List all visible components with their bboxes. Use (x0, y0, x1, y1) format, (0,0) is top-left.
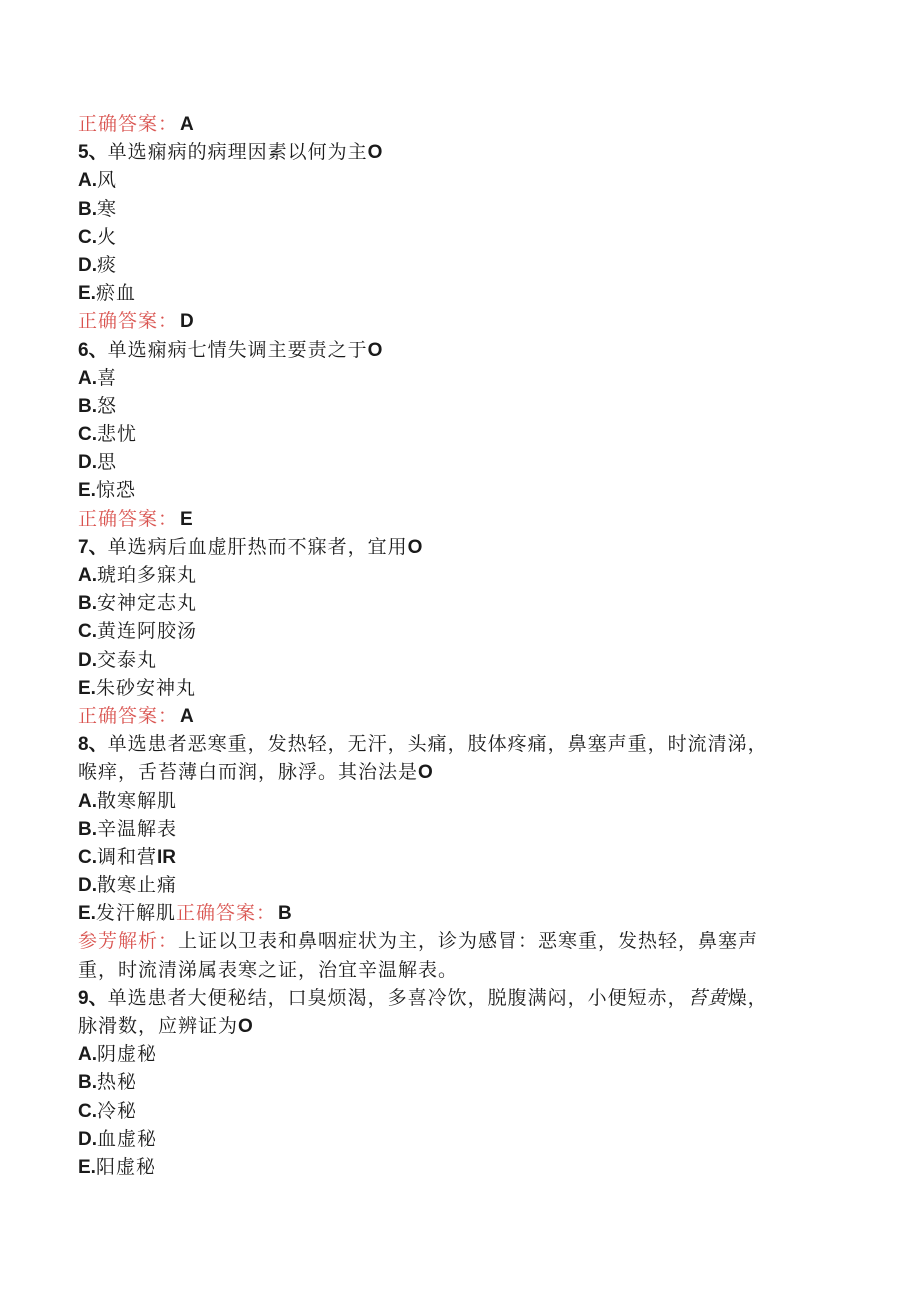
option-letter: C. (78, 1100, 97, 1122)
answer-line-q4 (78, 110, 848, 138)
option-e (78, 279, 848, 307)
answer-value: A (180, 705, 195, 727)
option-letter: D. (78, 452, 97, 474)
question-number: 8、 (78, 734, 108, 756)
analysis-label: 参芳解析： (78, 930, 179, 953)
answer-label: 正确答案： (78, 507, 179, 530)
option-d (78, 646, 848, 674)
answer-value: D (180, 311, 195, 333)
option-text: 喜 (97, 366, 118, 389)
option-a (78, 364, 848, 392)
option-d (78, 871, 848, 899)
option-e (78, 1153, 848, 1181)
option-text: 冷秘 (97, 1099, 138, 1122)
option-e (78, 674, 848, 702)
option-letter: B. (78, 1072, 97, 1094)
option-c (78, 617, 848, 645)
option-text: 交泰丸 (97, 648, 158, 671)
option-b (78, 195, 848, 223)
option-text: 瘀血 (95, 282, 136, 305)
option-letter: D. (78, 1128, 97, 1150)
option-letter: A. (78, 565, 97, 586)
option-b (78, 1068, 848, 1096)
question-text-italic: 苔黄 (687, 986, 728, 1009)
option-text: 悲忧 (97, 423, 138, 446)
question-7-stem (78, 533, 848, 561)
option-letter: C. (78, 424, 97, 446)
answer-label: 正确答案： (78, 310, 179, 333)
option-letter: C. (78, 846, 97, 868)
option-c (78, 223, 848, 251)
option-letter: D. (78, 875, 97, 897)
question-text: 燥， (727, 986, 768, 1009)
option-letter: C. (78, 226, 97, 248)
analysis-line1 (78, 927, 848, 955)
question-number: 6、 (78, 339, 108, 361)
option-d (78, 1125, 848, 1153)
option-e (78, 476, 848, 504)
option-letter: B. (78, 198, 97, 220)
option-text: 风 (97, 169, 118, 192)
option-letter: D. (78, 649, 97, 671)
question-6-stem (78, 336, 848, 364)
option-text: 发汗解肌 (95, 902, 176, 925)
option-a (78, 166, 848, 194)
question-number: 7、 (78, 536, 108, 558)
option-letter: E. (78, 480, 96, 502)
question-text: 单选患者大便秘结，口臭烦渴，多喜冷饮，脱腹满闷，小便短赤， (107, 986, 688, 1009)
option-text: 散寒止痛 (97, 874, 178, 897)
option-text-suffix: IR (157, 846, 177, 868)
answer-value: E (180, 508, 194, 530)
question-8-stem-line2 (78, 758, 848, 786)
option-letter: B. (78, 818, 97, 840)
option-text: 惊恐 (95, 479, 136, 502)
option-c (78, 420, 848, 448)
option-letter: E. (78, 1156, 96, 1178)
question-9-stem-line1 (78, 984, 848, 1012)
option-letter: B. (78, 395, 97, 417)
option-letter: E. (78, 283, 96, 305)
question-text: 脉滑数，应辨证为 (78, 1015, 239, 1037)
answer-line-q7 (78, 702, 848, 730)
option-text: 调和营 (97, 845, 158, 868)
analysis-line2 (78, 956, 848, 984)
option-e-with-answer (78, 899, 848, 927)
option-letter: A. (78, 170, 97, 192)
option-text: 琥珀多寐丸 (97, 564, 198, 586)
option-letter: E. (78, 903, 96, 925)
option-text: 散寒解肌 (97, 789, 178, 812)
option-text: 阳虚秘 (95, 1155, 156, 1178)
option-text: 血虚秘 (97, 1127, 158, 1150)
option-b (78, 392, 848, 420)
option-text: 寒 (97, 197, 118, 220)
answer-line-q6 (78, 505, 848, 533)
question-text: 单选痫病七情失调主要责之于 (107, 338, 368, 361)
question-text: 喉痒，舌苔薄白而润，脉浮。其治法是 (78, 761, 419, 784)
answer-line-q5 (78, 307, 848, 335)
option-d (78, 448, 848, 476)
answer-value: B (277, 903, 293, 925)
question-8-stem-line1 (78, 730, 848, 758)
question-number: 5、 (78, 142, 108, 164)
question-9-stem-line2 (78, 1012, 848, 1040)
analysis-text: 重，时流清涕属表寒之证，治宜辛温解表。 (78, 958, 459, 981)
option-b (78, 589, 848, 617)
option-text: 安神定志丸 (97, 592, 198, 615)
answer-value: A (180, 114, 195, 135)
document-page (78, 110, 848, 1181)
option-c (78, 843, 848, 871)
answer-blank: O (238, 1016, 253, 1037)
option-text: 热秘 (97, 1071, 138, 1094)
option-letter: E. (78, 677, 96, 699)
option-d (78, 251, 848, 279)
option-b (78, 815, 848, 843)
option-text: 黄连阿胶汤 (97, 620, 198, 643)
option-text: 怒 (97, 394, 118, 417)
option-a (78, 787, 848, 815)
option-text: 阴虚秘 (97, 1043, 158, 1066)
answer-blank: O (367, 142, 383, 164)
option-letter: D. (78, 254, 97, 276)
question-text: 单选痫病的病理因素以何为主 (107, 141, 368, 164)
question-text: 单选病后血虚肝热而不寐者，宜用 (107, 535, 408, 558)
question-5-stem (78, 138, 848, 166)
answer-blank: O (407, 536, 423, 558)
answer-label: 正确答案： (78, 704, 179, 727)
option-text: 痰 (97, 253, 118, 276)
question-text: 单选患者恶寒重，发热轻，无汗，头痛，肢体疼痛，鼻塞声重，时流清涕， (107, 733, 768, 756)
answer-label: 正确答案： (78, 113, 179, 135)
option-a (78, 561, 848, 589)
answer-blank: O (367, 339, 383, 361)
option-letter: C. (78, 621, 97, 643)
option-a (78, 1040, 848, 1068)
answer-label: 正确答案： (175, 902, 276, 925)
option-c (78, 1097, 848, 1125)
option-text: 火 (97, 225, 118, 248)
question-number: 9、 (78, 987, 108, 1009)
answer-blank: O (418, 762, 433, 784)
option-letter: A. (78, 790, 97, 812)
option-letter: A. (78, 367, 97, 389)
option-text: 思 (97, 451, 118, 474)
option-letter: A. (78, 1044, 97, 1066)
option-text: 朱砂安神丸 (95, 676, 196, 699)
option-letter: B. (78, 593, 97, 615)
option-text: 辛温解表 (97, 817, 178, 840)
analysis-text: 上证以卫表和鼻咽症状为主，诊为感冒：恶寒重，发热轻，鼻塞声 (178, 930, 759, 953)
